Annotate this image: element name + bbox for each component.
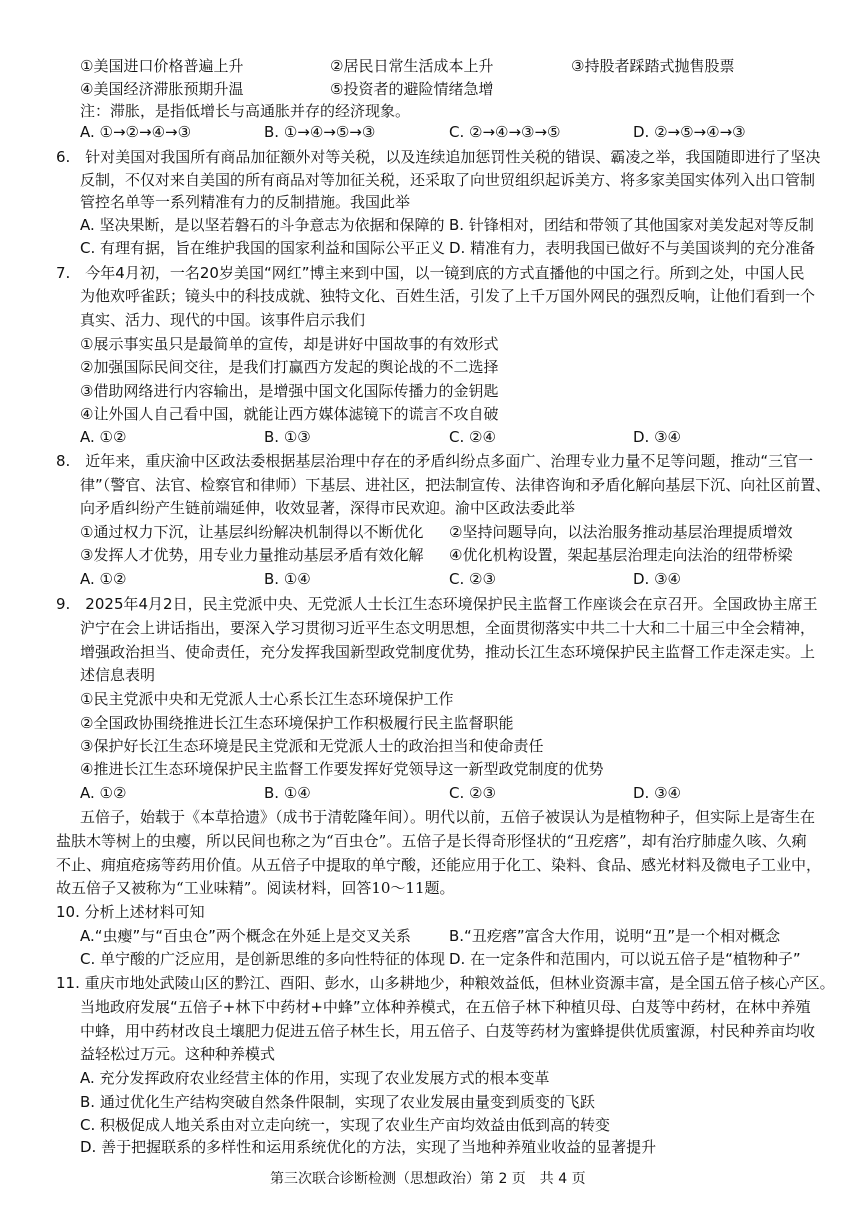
q6-option-b: B. 针锋相对，团结和带领了其他国家对美发起对等反制 <box>449 216 814 235</box>
q11-stem-line-4: 益轻松过万元。这种种养模式 <box>80 1045 276 1064</box>
q11-option-c: C. 积极促成人地关系由对立走向统一，实现了农业生产亩均效益由低到高的转变 <box>80 1116 611 1135</box>
q6-stem-line-2: 反制，不仅对来自美国的所有商品对等加征关税，还采取了向世贸组织起诉美方、将多家美国实体列入出口管制 <box>80 170 816 189</box>
passage-line-3: 不止、痈疽疮疡等药用价值。从五倍子中提取的单宁酸，还能应用于化工、染料、食品、感光材料及微电子工业中， <box>56 855 822 874</box>
q9-option-a: A. ①② <box>80 783 127 802</box>
q5-option-a: A. ①→②→④→③ <box>80 123 192 142</box>
q8-option-b: B. ①④ <box>264 569 311 588</box>
q5-item-4: ④美国经济滞胀预期升温 <box>80 79 244 98</box>
q10-option-d: D. 在一定条件和范围内，可以说五倍子是“植物种子” <box>449 950 801 969</box>
q9-option-b: B. ①④ <box>264 783 311 802</box>
q11-option-a: A. 充分发挥政府农业经营主体的作用，实现了农业发展方式的根本变革 <box>80 1068 550 1087</box>
q7-option-d: D. ③④ <box>633 428 681 447</box>
q7-stem-line-3: 真实、活力、现代的中国。该事件启示我们 <box>80 310 366 329</box>
q8-option-a: A. ①② <box>80 569 127 588</box>
q9-stem-line-3: 增强政治担当、使命责任，充分发挥我国新型政党制度优势，推动长江生态环境保护民主监督工作走深走实。上 <box>80 642 816 661</box>
q9-option-c: C. ②③ <box>449 783 496 802</box>
q5-item-2: ②居民日常生活成本上升 <box>330 57 494 75</box>
q6-stem-line-1: 6. 针对美国对我国所有商品加征额外对等关税，以及连续追加惩罚性关税的错误、霸凌之举，我国随即进行了坚决 <box>56 148 821 166</box>
q7-stem-line-1: 7. 今年4月初，一名20岁美国“网红”博主来到中国，以一镜到底的方式直播他的中国之行。所到之处，中国人民 <box>56 263 805 282</box>
q8-item-3: ③发挥人才优势，用专业力量推动基层矛盾有效化解 <box>80 545 424 564</box>
q5-option-b: B. ①→④→⑤→③ <box>264 123 376 142</box>
q6-option-c: C. 有理有据，旨在维护我国的国家利益和国际公平正义 <box>80 238 446 257</box>
q9-item-1: ①民主党派中央和无党派人士心系长江生态环境保护工作 <box>80 689 454 708</box>
q5-option-c: C. ②→④→③→⑤ <box>449 123 561 142</box>
q9-item-3: ③保护好长江生态环境是民主党派和无党派人士的政治担当和使命责任 <box>80 737 544 756</box>
q5-item-5: ⑤投资者的避险情绪急增 <box>330 79 494 98</box>
q11-stem-line-2: 当地政府发展“五倍子+林下中药材+中蜂”立体种养模式，在五倍子林下种植贝母、白芨等中药材，在林中养殖 <box>80 997 811 1016</box>
q6-option-a: A. 坚决果断，是以坚若磐石的斗争意志为依据和保障的 <box>80 216 445 235</box>
q9-item-4: ④推进长江生态环境保护民主监督工作要发挥好党领导这一新型政党制度的优势 <box>80 760 604 778</box>
q10-stem: 10. 分析上述材料可知 <box>56 903 205 921</box>
q6-option-d: D. 精准有力，表明我国已做好不与美国谈判的充分准备 <box>449 238 816 257</box>
q11-option-d: D. 善于把握联系的多样性和运用系统优化的方法，实现了当地种养殖业收益的显著提升 <box>80 1138 657 1156</box>
q7-stem-line-2: 为他欢呼雀跃；镜头中的科技成就、独特文化、百姓生活，引发了上千万国外网民的强烈反响，让他们看到一个 <box>80 287 816 306</box>
q9-item-2: ②全国政协围绕推进长江生态环境保护工作积极履行民主监督职能 <box>80 713 514 732</box>
passage-line-4: 故五倍子又被称为“工业味精”。阅读材料，回答10～11题。 <box>56 879 455 898</box>
q5-note: 注：滞胀，是指低增长与高通胀并存的经济现象。 <box>80 101 411 120</box>
q9-stem-line-4: 述信息表明 <box>80 666 156 685</box>
q8-stem-line-2: 律”（警官、法官、检察官和律师）下基层、进社区，把法制宣传、法律咨询和矛盾化解向基层下沉、向社区前置、 <box>80 475 831 494</box>
q8-item-1: ①通过权力下沉，让基层纠纷解决机制得以不断优化 <box>80 523 424 542</box>
q7-item-2: ②加强国际民间交往，是我们打赢西方发起的舆论战的不二选择 <box>80 358 499 377</box>
q10-option-b: B.“丑疙瘩”富含大作用，说明“丑”是一个相对概念 <box>449 926 781 945</box>
q10-option-c: C. 单宁酸的广泛应用，是创新思维的多向性特征的体现 <box>80 950 446 969</box>
q5-item-3: ③持股者踩踏式抛售股票 <box>571 57 735 75</box>
q9-stem-line-2: 沪宁在会上讲话指出，要深入学习贯彻习近平生态文明思想，全面贯彻落实中共二十大和二十届三中全会精神， <box>80 618 816 637</box>
q7-option-b: B. ①③ <box>264 428 311 447</box>
q7-item-3: ③借助网络进行内容输出，是增强中国文化国际传播力的金钥匙 <box>80 382 499 400</box>
q9-option-d: D. ③④ <box>633 783 681 802</box>
page-footer: 第三次联合诊断检测（思想政治）第 2 页 共 4 页 <box>270 1171 586 1187</box>
q7-option-c: C. ②④ <box>449 428 496 447</box>
q7-item-1: ①展示事实虽只是最简单的宣传，却是讲好中国故事的有效形式 <box>80 334 499 353</box>
q8-stem-line-1: 8. 近年来，重庆渝中区政法委根据基层治理中存在的矛盾纠纷点多面广、治理专业力量不足等问题，推动“三官一 <box>56 452 814 471</box>
passage-line-2: 盐肤木等树上的虫瘿，所以民间也称之为“百虫仓”。五倍子是长得奇形怪状的“丑疙瘩”，却有治疗肺虚久咳、久痢 <box>56 832 807 850</box>
passage-line-1: 五倍子，始载于《本草拾遗》（成书于清乾隆年间）。明代以前，五倍子被误认为是植物种子，但实际上是寄生在 <box>80 808 816 827</box>
q10-option-a: A.“虫瘿”与“百虫仓”两个概念在外延上是交叉关系 <box>80 926 411 945</box>
q8-item-4: ④优化机构设置，架起基层治理走向法治的纽带桥梁 <box>449 545 793 564</box>
q9-stem-line-1: 9. 2025年4月2日，民主党派中央、无党派人士长江生态环境保护民主监督工作座谈会在京召开。全国政协主席王 <box>56 595 818 614</box>
q7-option-a: A. ①② <box>80 428 127 447</box>
q8-option-c: C. ②③ <box>449 569 496 588</box>
q11-stem-line-1: 11. 重庆市地处武陵山区的黔江、酉阳、彭水，山多耕地少，种粮效益低，但林业资源丰富，是全国五倍子核心产区。 <box>56 974 835 993</box>
q7-item-4: ④让外国人自己看中国，就能让西方媒体滤镜下的谎言不攻自破 <box>80 404 499 423</box>
q11-option-b: B. 通过优化生产结构突破自然条件限制，实现了农业发展由量变到质变的飞跃 <box>80 1092 595 1111</box>
q5-item-1: ①美国进口价格普遍上升 <box>80 57 244 75</box>
q11-stem-line-3: 中蜂，用中药材改良土壤肥力促进五倍子林生长，用五倍子、白芨等药材为蜜蜂提供优质蜜源，村民种养亩均收 <box>80 1021 816 1040</box>
q8-item-2: ②坚持问题导向，以法治服务推动基层治理提质增效 <box>449 523 793 542</box>
q8-stem-line-3: 向矛盾纠纷产生链前端延伸，收效显著，深得市民欢迎。渝中区政法委此举 <box>80 499 576 518</box>
q5-option-d: D. ②→⑤→④→③ <box>633 123 746 142</box>
q8-option-d: D. ③④ <box>633 569 681 588</box>
q6-stem-line-3: 管控名单等一系列精准有力的反制措施。我国此举 <box>80 193 411 212</box>
